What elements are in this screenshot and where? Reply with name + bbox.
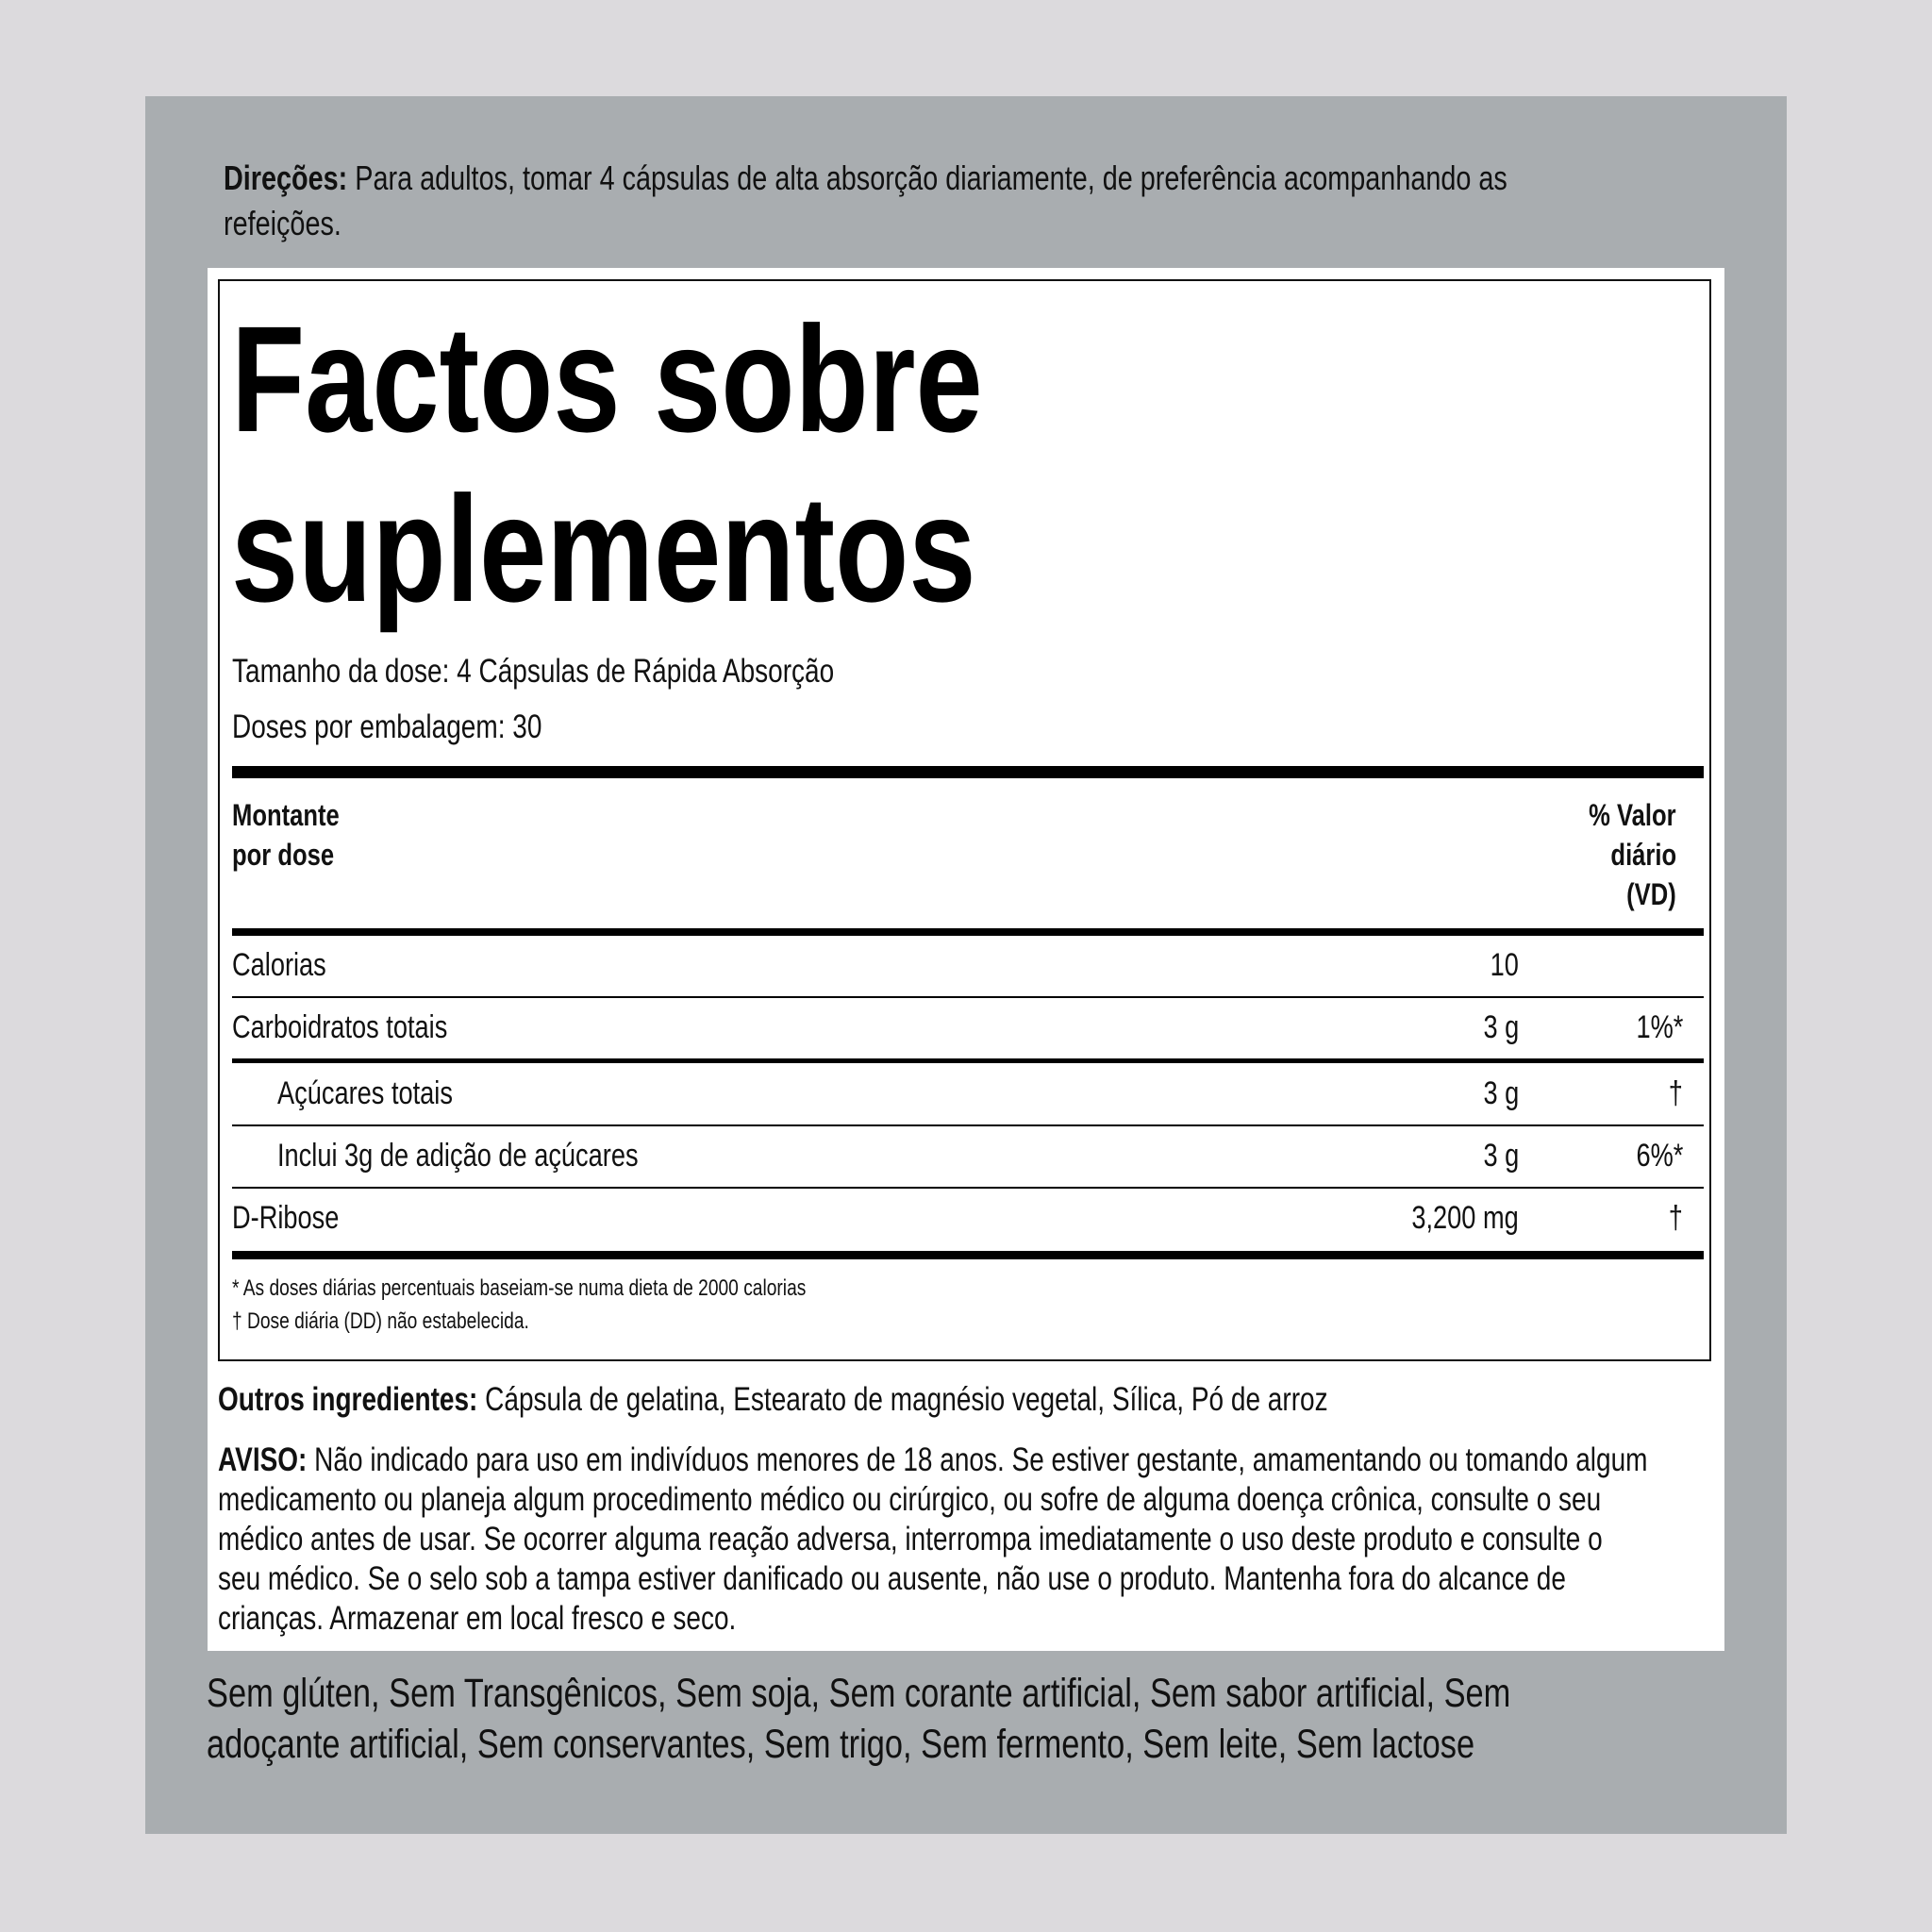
- servings-per-container: Doses por embalagem: 30: [232, 708, 542, 745]
- warning-line: seu médico. Se o selo sob a tampa estiver danificado ou ausente, não use o produto. Mantenha fora do alcance de: [218, 1560, 1566, 1597]
- other-ingredients-label: Outros ingredientes:: [218, 1381, 478, 1418]
- nutrient-amount: 3,200 mg: [1411, 1200, 1519, 1236]
- warning-label: AVISO:: [218, 1441, 308, 1478]
- nutrient-name: Inclui 3g de adição de açúcares: [277, 1138, 639, 1174]
- nutrient-name: D-Ribose: [232, 1200, 340, 1236]
- dv-header-2: diário: [1610, 838, 1676, 872]
- amount-header-2: por dose: [232, 838, 335, 872]
- directions-text: Para adultos, tomar 4 cápsulas de alta absorção diariamente, de preferência acompanhando as: [355, 158, 1507, 197]
- nutrient-name: Carboidratos totais: [232, 1009, 448, 1045]
- divider: [232, 928, 1704, 936]
- nutrient-name: Calorias: [232, 947, 326, 983]
- nutrient-amount: 3 g: [1483, 1009, 1519, 1045]
- nutrient-row: [232, 1189, 1704, 1249]
- free-from-line: adoçante artificial, Sem conservantes, Sem trigo, Sem fermento, Sem leite, Sem lactose: [207, 1722, 1475, 1767]
- warning-line: médico antes de usar. Se ocorrer alguma reação adversa, interrompa imediatamente o uso deste produto e consulte o: [218, 1521, 1603, 1557]
- warning-line: medicamento ou planeja algum procedimento médico ou cirúrgico, ou sofre de alguma doença crônica, consulte o seu: [218, 1481, 1602, 1518]
- other-ingredients-text: Cápsula de gelatina, Estearato de magnésio vegetal, Sílica, Pó de arroz: [485, 1381, 1328, 1418]
- dv-header: % Valor: [1589, 798, 1676, 832]
- amount-header: Montante: [232, 798, 340, 832]
- serving-size: Tamanho da dose: 4 Cápsulas de Rápida Absorção: [232, 653, 835, 690]
- warning: [218, 1441, 1708, 1648]
- nutrient-row: [232, 998, 1704, 1058]
- free-from-claims: [207, 1668, 1837, 1770]
- thick-divider: [232, 1251, 1704, 1259]
- nutrient-dv: 1%*: [1636, 1009, 1683, 1045]
- warning-line: Não indicado para uso em indivíduos menores de 18 anos. Se estiver gestante, amamentando ou tomando algum: [314, 1441, 1648, 1478]
- nutrient-dv: 6%*: [1636, 1138, 1683, 1174]
- dv-header-3: (VD): [1626, 877, 1676, 911]
- divider: [232, 1058, 1704, 1063]
- footnote-dv: * As doses diárias percentuais baseiam-se numa dieta de 2000 calorias: [232, 1275, 807, 1301]
- free-from-line: Sem glúten, Sem Transgênicos, Sem soja, Sem corante artificial, Sem sabor artificial, Sem: [207, 1671, 1511, 1716]
- nutrient-row: [232, 1126, 1704, 1187]
- nutrient-dv: †: [1668, 1075, 1683, 1111]
- directions: [224, 156, 1828, 246]
- nutrient-dv: †: [1668, 1200, 1683, 1236]
- nutrient-amount: 3 g: [1483, 1138, 1519, 1174]
- thick-divider: [232, 766, 1704, 778]
- nutrient-amount: 10: [1490, 947, 1519, 983]
- supplement-facts-box: [218, 279, 1711, 1361]
- directions-label: Direções:: [224, 158, 348, 197]
- nutrient-row: [232, 1064, 1704, 1124]
- directions-text-2: refeições.: [224, 204, 341, 242]
- nutrient-row: [232, 936, 1704, 996]
- facts-title: Factos sobre: [231, 294, 983, 463]
- nutrient-amount: 3 g: [1483, 1075, 1519, 1111]
- nutrient-name: Açúcares totais: [277, 1075, 453, 1111]
- warning-line: crianças. Armazenar em local fresco e seco.: [218, 1600, 737, 1637]
- facts-title-2: suplementos: [231, 464, 976, 633]
- footnote-dagger: † Dose diária (DD) não estabelecida.: [232, 1308, 529, 1334]
